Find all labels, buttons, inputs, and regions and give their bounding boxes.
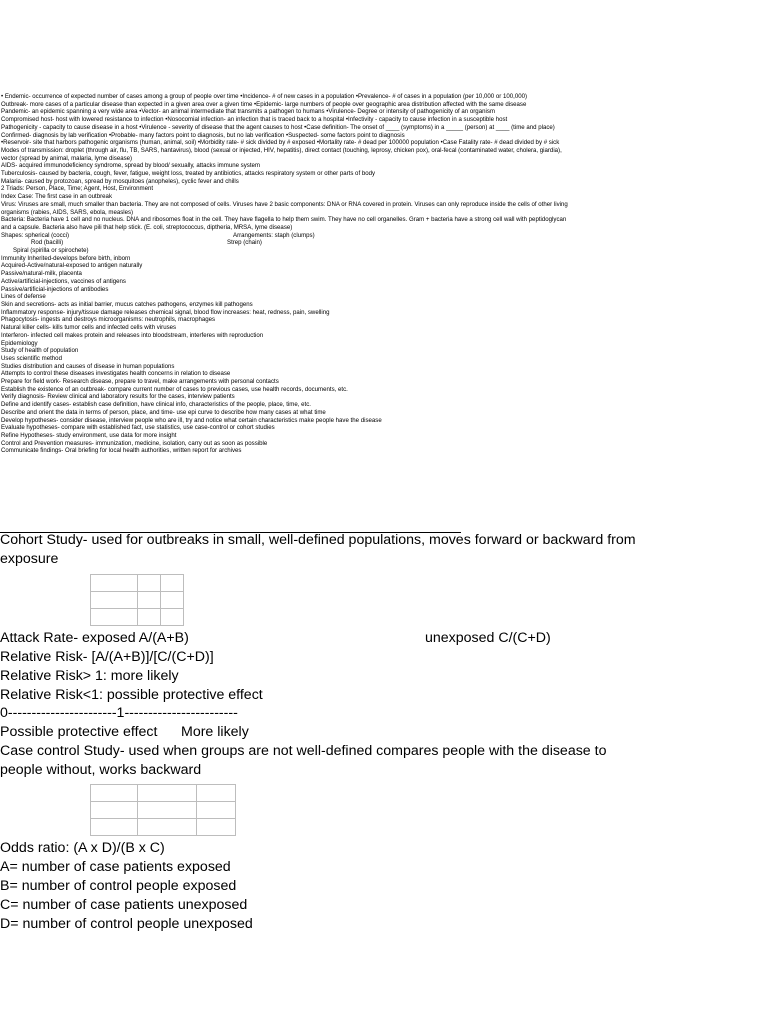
relative-risk-more: Relative Risk> 1: more likely — [0, 667, 179, 684]
arrangements-label: Arrangements: staph (clumps) — [233, 231, 315, 239]
table-cell — [91, 591, 138, 608]
definition-d: D= number of control people unexposed — [0, 915, 253, 932]
case-control-title: Case control Study- used when groups are not well-defined compares people with the disease to people without, works backward — [0, 743, 607, 779]
table-cell — [197, 802, 236, 819]
table-cell — [161, 608, 184, 625]
note-line: Active/artificial-injections, vaccines of antigens — [1, 277, 126, 285]
table-cell — [138, 608, 161, 625]
attack-rate-unexposed: unexposed C/(C+D) — [425, 629, 551, 646]
note-line: 2 Triads: Person, Place, Time; Agent, Host, Environment — [1, 185, 154, 193]
note-line: Uses scientific method — [1, 354, 62, 362]
scale-right-label: More likely — [181, 724, 249, 741]
table-cell — [197, 819, 236, 836]
odds-ratio-formula: Odds ratio: (A x D)/(B x C) — [0, 840, 165, 857]
shapes-row — [1, 247, 767, 255]
table-cell — [91, 608, 138, 625]
note-line: Interferon- infected cell makes protein and releases into bloodstream, interferes with reproduction — [1, 331, 264, 339]
scale-left-label: Possible protective effect — [0, 724, 158, 741]
shape-rod: Rod (bacilli) — [31, 239, 64, 247]
relative-risk-less: Relative Risk<1: possible protective effect — [0, 686, 263, 703]
note-line: Immunity Inherited-develops before birth, inborn — [1, 254, 131, 262]
note-line: Refine Hypotheses- study environment, use data for more insight — [1, 431, 177, 439]
cohort-table — [90, 574, 184, 626]
table-cell — [138, 819, 197, 836]
table-row — [91, 819, 236, 836]
note-line: Attempts to control these diseases investigates health concerns in relation to disease — [1, 370, 231, 378]
shape-spiral: Spiral (spirilla or spirochete) — [13, 247, 89, 255]
table-cell — [91, 819, 138, 836]
table-cell — [161, 591, 184, 608]
note-line: • Endemic- occurrence of expected number of cases among a group of people over time •Incidence- # of new cases in a population •Prevalence- # of cases in a population (per 10,000 or 100,000) — [1, 93, 528, 100]
table-cell — [161, 574, 184, 591]
note-line: Virus: Viruses are small, much smaller than bacteria. They are not composed of cells. Viruses have 2 basic components: DNA or RNA covered in protein. Viruses can only reproduce inside the cells of other living — [1, 200, 568, 208]
shapes-label: Shapes: spherical (cocci) — [1, 231, 70, 239]
shapes-row — [1, 239, 767, 247]
attack-rate-exposed: Attack Rate- exposed A/(A+B) — [0, 629, 189, 646]
note-line: Acquired-Active/natural-exposed to antigen naturally — [1, 262, 143, 270]
note-line: Compromised host- host with lowered resistance to infection •Nosocomial infection- an infection that is traced back to a hospital •Infectivity - capacity to cause infection in a susceptible host — [1, 116, 508, 124]
table-cell — [138, 591, 161, 608]
note-line: Pandemic- an epidemic spanning a very wide area •Vector- an animal intermediate that transmits a pathogen to humans •Virulence- Degree or intensity of pathogenicity of an organism — [1, 108, 495, 116]
note-line: Natural killer cells- kills tumor cells and infected cells with viruses — [1, 324, 177, 332]
definition-c: C= number of case patients unexposed — [0, 896, 248, 913]
note-line: Establish the existence of an outbreak- compare current number of cases to previous cases, use health records, documents, etc. — [1, 385, 348, 393]
table-cell — [138, 574, 161, 591]
study-section — [0, 531, 768, 934]
risk-scale-labels — [0, 723, 768, 742]
table-row — [91, 608, 184, 625]
risk-scale: 0-----------------------1------------------------ — [0, 705, 238, 722]
note-line: and a capsule. Bacteria also have pili that help stick. (E. coli, streptococcus, diptheria, MRSA, lyme disease) — [1, 223, 293, 231]
case-control-table — [90, 784, 236, 836]
note-line: vector (spread by animal, malaria, lyme disease) — [1, 154, 133, 162]
table-cell — [197, 785, 236, 802]
table-row — [91, 802, 236, 819]
note-line: Index Case: The first case in an outbreak — [1, 193, 112, 201]
note-line: Inflammatory response- injury/tissue damage releases chemical signal, blood flow increases: heat, redness, pain, swelling — [1, 308, 330, 316]
note-line: Outbreak- more cases of a particular disease than expected in a given area over a given time •Epidemic- large numbers of people over geographic area distribution affected with the same disease — [1, 100, 527, 108]
note-line: Prepare for field work- Research disease, prepare to travel, make arrangements with personal contacts — [1, 378, 279, 386]
note-line: organisms (rabies, AIDS, SARS, ebola, measles) — [1, 208, 134, 216]
note-line: Epidemiology — [1, 339, 38, 347]
note-line: Verify diagnosis- Review clinical and laboratory results for the cases, interview patients — [1, 393, 235, 401]
note-line: Lines of defense — [1, 293, 46, 301]
note-line: Control and Prevention measures- immunization, medicine, isolation, carry out as soon as possible — [1, 439, 268, 447]
note-line: AIDS- acquired immunodeficiency syndrome, spread by blood/ sexually, attacks immune system — [1, 162, 260, 170]
notes-section — [1, 93, 767, 455]
note-line: Communicate findings- Oral briefing for local health authorities, written report for archives — [1, 447, 242, 455]
note-line: Malaria- caused by protozoan, spread by mosquitoes (anopheles), cyclic fever and chills — [1, 177, 239, 185]
note-line: Studies distribution and causes of disease in human populations — [1, 362, 175, 370]
note-line: Passive/artificial-injections of antibodies — [1, 285, 109, 293]
arrangement-strep: Strep (chain) — [227, 239, 262, 247]
note-line: Develop hypotheses- consider disease, interview people who are ill, try and notice what certain characteristics make people have the disease — [1, 416, 382, 424]
note-line: Confirmed- diagnosis by lab verification •Probable- many factors point to diagnosis, but no lab verification •Suspected- some factors point to diagnosis — [1, 131, 405, 139]
cohort-title: Cohort Study- used for outbreaks in small, well-defined populations, moves forward or backward from exposure — [0, 532, 636, 567]
table-cell — [91, 802, 138, 819]
note-line: Tuberculosis- caused by bacteria, cough, fever, fatigue, weight loss, treated by antibiotics, attacks respiratory system or other parts of body — [1, 170, 376, 178]
table-cell — [138, 802, 197, 819]
table-row — [91, 591, 184, 608]
note-line: Skin and secretions- acts as initial barrier, mucus catches pathogens, enzymes kill pathogens — [1, 300, 253, 308]
shapes-row — [1, 232, 767, 240]
note-line: Modes of transmission: droplet (through air, flu, TB, SARS, hantavirus), blood (sexual or injected, HIV, hepatitis), direct contact (touching, leprosy, chicken pox), oral-fecal (contaminated water, cholera, giardia), — [1, 146, 562, 154]
attack-rate-row — [0, 629, 768, 648]
note-line: Evaluate hypotheses- compare with established fact, use statistics, use case-control or cohort studies — [1, 424, 275, 432]
table-row — [91, 574, 184, 591]
note-line: Describe and orient the data in terms of person, place, and time- use epi curve to describe how many cases at what time — [1, 408, 326, 416]
table-cell — [91, 574, 138, 591]
note-line: Phagocytosis- ingests and destroys microorganisms: neutrophils, macrophages — [1, 316, 216, 324]
table-row — [91, 785, 236, 802]
table-cell — [138, 785, 197, 802]
note-line: Study of health of population — [1, 347, 79, 355]
definition-b: B= number of control people exposed — [0, 877, 237, 894]
relative-risk-formula: Relative Risk- [A/(A+B)]/[C/(C+D)] — [0, 648, 214, 665]
definition-a: A= number of case patients exposed — [0, 858, 231, 875]
note-line: Passive/natural-milk, placenta — [1, 270, 82, 278]
note-line: Pathogenicity - capacity to cause disease in a host •Virulence - severity of disease that the agent causes to host •Case definition- The onset of ____ (symptoms) in a _____ (person) at ____ (time and place) — [1, 123, 555, 131]
table-cell — [91, 785, 138, 802]
note-line: Bacteria: Bacteria have 1 cell and no nucleus. DNA and ribosomes float in the cell. They have flagella to help them swim. They have no cell organelles. Gram + bacteria have a strong cell wall with peptidoglycan — [1, 216, 567, 224]
note-line: •Reservoir- site that harbors pathogenic organisms (human, animal, soil) •Morbidity rate- # sick divided by # exposed •Mortality rate- # dead per 100000 population •Case Fatality rate- # dead divided by # sick — [1, 139, 560, 147]
note-line: Define and identify cases- establish case definition, have clinical info, characteristics of the people, place, time, etc. — [1, 401, 311, 409]
